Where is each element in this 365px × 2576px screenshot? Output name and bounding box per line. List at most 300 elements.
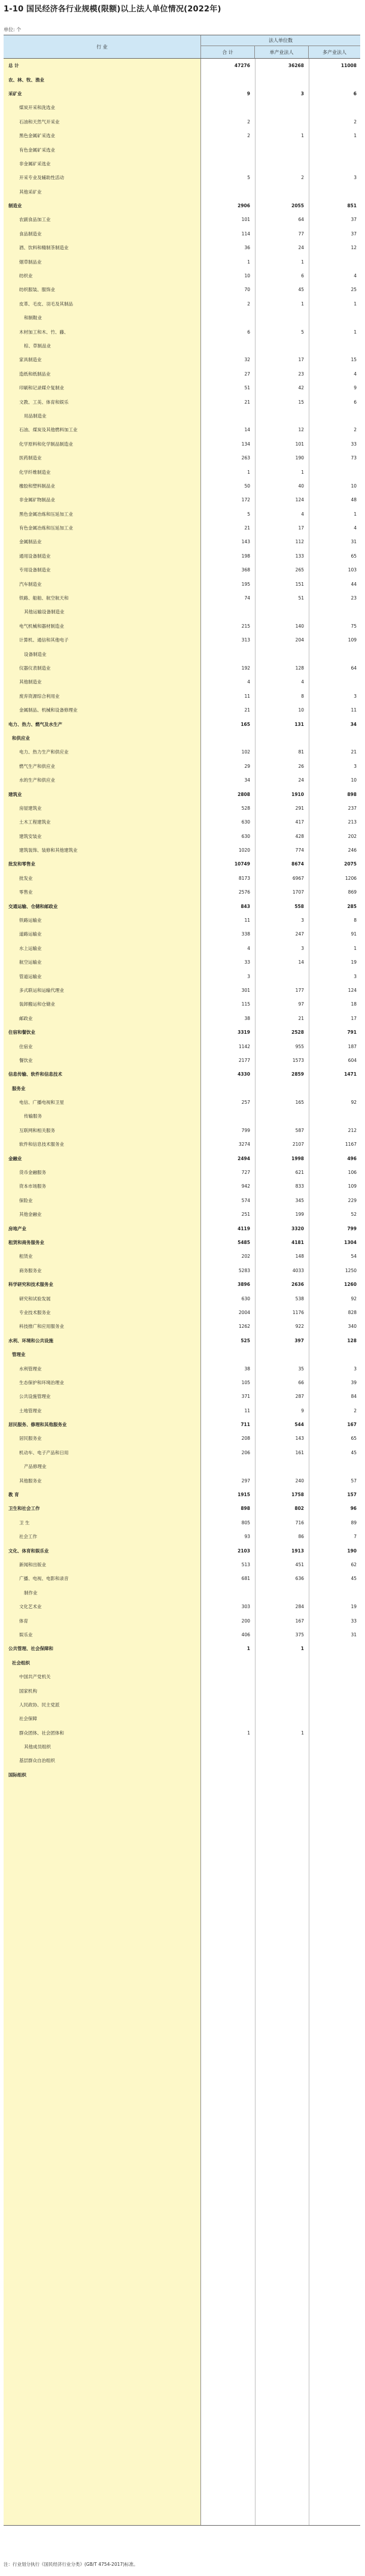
table-body xyxy=(4,59,360,2525)
table-row xyxy=(4,1684,360,1697)
industry-name: 批发和零售业 xyxy=(8,861,35,867)
value-total: 200 xyxy=(241,1618,250,1624)
value-single: 5 xyxy=(301,329,304,335)
value-multi: 1471 xyxy=(344,1071,357,1077)
value-total xyxy=(201,1656,250,1670)
value-single: 538 xyxy=(295,1295,304,1301)
value-multi: 96 xyxy=(350,1506,357,1512)
value-total: 297 xyxy=(241,1478,250,1484)
value-total: 165 xyxy=(241,721,250,727)
value-single: 345 xyxy=(295,1197,304,1203)
value-multi xyxy=(309,1109,357,1123)
value-multi: 496 xyxy=(347,1155,357,1161)
value-total: 5 xyxy=(247,175,250,181)
value-single: 131 xyxy=(294,721,304,727)
value-total: 805 xyxy=(241,1519,250,1525)
value-total xyxy=(201,1740,250,1754)
value-multi: 91 xyxy=(351,931,357,937)
table-row xyxy=(4,619,360,633)
value-total: 4 xyxy=(247,945,250,951)
value-single: 1573 xyxy=(292,1057,304,1063)
value-multi xyxy=(309,311,357,325)
value-multi: 3 xyxy=(354,763,357,769)
value-total: 1915 xyxy=(238,1492,250,1498)
value-total: 1020 xyxy=(238,847,250,853)
industry-name: 电力、热力生产和供应业 xyxy=(19,749,69,755)
value-multi: 237 xyxy=(348,805,357,811)
value-single: 133 xyxy=(295,553,304,559)
table-row xyxy=(4,1390,360,1403)
industry-name: 新闻和出版业 xyxy=(19,1561,46,1567)
value-single: 77 xyxy=(298,231,304,237)
industry-name: 电力、热力、燃气及水生产 xyxy=(8,721,62,727)
value-total xyxy=(201,409,250,423)
value-single: 6 xyxy=(301,273,304,279)
industry-name: 烟草制品业 xyxy=(19,259,42,265)
value-multi: 18 xyxy=(351,1001,357,1007)
table-row xyxy=(4,1473,360,1487)
value-single: 922 xyxy=(295,1324,304,1330)
industry-name: 金融业 xyxy=(8,1155,22,1161)
value-single: 3 xyxy=(301,945,304,951)
table-row xyxy=(4,1726,360,1739)
table-row xyxy=(4,535,360,549)
value-total xyxy=(201,1712,250,1726)
value-single: 177 xyxy=(295,987,304,993)
value-multi: 4 xyxy=(354,525,357,531)
value-single xyxy=(255,72,304,86)
industry-name: 科技推广和应用服务业 xyxy=(19,1324,64,1330)
industry-name: 机动车、电子产品和日用 xyxy=(19,1449,69,1455)
value-single: 265 xyxy=(295,567,304,573)
value-single: 140 xyxy=(295,623,304,629)
value-total: 2004 xyxy=(238,1309,250,1315)
value-total xyxy=(201,1768,250,1782)
industry-name: 总 计 xyxy=(8,63,19,69)
table-row xyxy=(4,129,360,143)
value-multi xyxy=(309,185,357,199)
industry-name: 土木工程建筑业 xyxy=(19,819,51,825)
industry-name: 其他制造业 xyxy=(19,679,42,685)
value-total: 313 xyxy=(241,637,250,643)
value-single: 66 xyxy=(298,1379,304,1385)
value-multi: 1260 xyxy=(344,1282,357,1288)
industry-name: 保险业 xyxy=(19,1197,33,1203)
table-row xyxy=(4,143,360,156)
table-row xyxy=(4,871,360,885)
value-total: 301 xyxy=(241,987,250,993)
table-row xyxy=(4,171,360,184)
value-total: 51 xyxy=(244,385,250,391)
value-multi: 11008 xyxy=(340,63,357,69)
value-single: 101 xyxy=(295,441,304,447)
value-single: 8 xyxy=(301,693,304,699)
value-total: 1 xyxy=(247,469,250,475)
value-total xyxy=(201,605,250,619)
value-total: 368 xyxy=(241,567,250,573)
value-total xyxy=(201,1348,250,1361)
industry-name: 社会工作 xyxy=(19,1534,37,1540)
value-single: 124 xyxy=(295,497,304,503)
table-row xyxy=(4,297,360,311)
value-single xyxy=(255,1768,304,1782)
value-multi: 6 xyxy=(354,399,357,405)
value-total: 2906 xyxy=(238,203,250,209)
value-total: 2 xyxy=(247,301,250,307)
value-multi: 1 xyxy=(354,945,357,951)
value-single xyxy=(255,731,304,745)
table-row xyxy=(4,451,360,465)
industry-name: 群众团体、社会团体和 xyxy=(19,1730,64,1736)
industry-name: 专业技术服务业 xyxy=(19,1309,51,1315)
value-total: 681 xyxy=(241,1576,250,1582)
value-single xyxy=(255,969,304,983)
industry-name: 邮政业 xyxy=(19,1015,33,1021)
value-multi xyxy=(309,647,357,661)
value-multi: 6 xyxy=(353,90,357,96)
industry-name: 非金属矿物制品业 xyxy=(19,497,55,503)
industry-name: 水利、环境和公共设施 xyxy=(8,1337,53,1343)
value-total: 630 xyxy=(241,833,250,839)
value-total: 2 xyxy=(247,133,250,139)
value-multi: 89 xyxy=(351,1519,357,1525)
table-row xyxy=(4,773,360,787)
value-single: 240 xyxy=(295,1478,304,1484)
value-total: 338 xyxy=(241,931,250,937)
value-single: 397 xyxy=(294,1337,304,1343)
value-total: 36 xyxy=(244,245,250,251)
value-single xyxy=(255,115,304,129)
value-multi: 1304 xyxy=(344,1240,357,1245)
value-single: 165 xyxy=(295,1100,304,1106)
table-row xyxy=(4,1516,360,1530)
industry-name: 国家机构 xyxy=(19,1688,37,1694)
value-single xyxy=(255,1460,304,1473)
value-single: 1 xyxy=(300,1646,304,1652)
industry-name: 金属制品业 xyxy=(19,539,42,545)
value-multi: 340 xyxy=(348,1324,357,1330)
value-total xyxy=(201,101,250,114)
value-total xyxy=(201,1670,250,1684)
value-total: 29 xyxy=(244,763,250,769)
value-multi xyxy=(309,1768,357,1782)
table-row xyxy=(4,1418,360,1431)
value-multi: 7 xyxy=(354,1534,357,1540)
value-total: 10 xyxy=(244,273,250,279)
value-total: 21 xyxy=(244,399,250,405)
value-single: 2 xyxy=(301,175,304,181)
value-total: 101 xyxy=(241,217,250,223)
industry-name: 多式联运和运输代理业 xyxy=(19,987,64,993)
value-total: 1262 xyxy=(238,1324,250,1330)
value-total: 32 xyxy=(244,357,250,363)
value-multi: 33 xyxy=(351,441,357,447)
value-single: 621 xyxy=(295,1170,304,1176)
table-row xyxy=(4,255,360,268)
industry-name: 电信、广播电视和卫星 xyxy=(19,1100,64,1106)
value-total: 192 xyxy=(241,665,250,671)
value-single: 64 xyxy=(298,217,304,223)
value-total xyxy=(201,339,250,353)
table-row xyxy=(4,1236,360,1249)
industry-name: 和供应业 xyxy=(12,735,30,741)
value-single: 21 xyxy=(298,1015,304,1021)
value-multi xyxy=(309,1642,357,1655)
industry-name: 其他采矿业 xyxy=(19,189,42,195)
value-multi: 187 xyxy=(348,1043,357,1049)
value-single: 167 xyxy=(295,1618,304,1624)
industry-name: 金属制品、机械和设备修理业 xyxy=(19,707,78,713)
value-total: 727 xyxy=(241,1170,250,1176)
value-multi: 190 xyxy=(347,1548,357,1554)
value-single: 587 xyxy=(295,1127,304,1133)
table-row xyxy=(4,591,360,605)
table-row xyxy=(4,381,360,395)
table-row xyxy=(4,479,360,493)
value-single: 1910 xyxy=(291,791,304,797)
table-row xyxy=(4,843,360,857)
table-row xyxy=(4,1460,360,1473)
value-single: 2055 xyxy=(291,203,304,209)
value-total xyxy=(201,311,250,325)
value-multi xyxy=(309,1670,357,1684)
table-row xyxy=(4,1404,360,1418)
industry-name: 产品修理业 xyxy=(24,1464,47,1470)
industry-name: 基层群众自治组织 xyxy=(19,1758,55,1764)
industry-name: 和制鞋业 xyxy=(24,315,42,321)
industry-name: 文化艺术业 xyxy=(19,1604,42,1610)
value-multi: 3 xyxy=(354,1366,357,1372)
industry-name: 橡胶和塑料制品业 xyxy=(19,483,55,489)
value-total: 50 xyxy=(244,483,250,489)
value-total: 5283 xyxy=(238,1267,250,1273)
industry-name: 其他金融业 xyxy=(19,1212,42,1218)
value-multi: 84 xyxy=(351,1394,357,1400)
value-multi: 8 xyxy=(354,918,357,924)
value-single: 17 xyxy=(298,525,304,531)
industry-name: 人民政协、民主党派 xyxy=(19,1702,60,1708)
value-total xyxy=(201,143,250,156)
value-single: 375 xyxy=(295,1631,304,1637)
value-total: 4330 xyxy=(238,1071,250,1077)
table-row xyxy=(4,745,360,759)
value-multi: 157 xyxy=(347,1492,357,1498)
industry-name: 卫 生 xyxy=(19,1519,30,1525)
value-multi: 65 xyxy=(351,1436,357,1442)
industry-name: 交通运输、仓储和邮政业 xyxy=(8,903,58,909)
value-multi: 45 xyxy=(351,1449,357,1455)
table-row xyxy=(4,1054,360,1067)
value-total: 21 xyxy=(244,525,250,531)
value-multi: 64 xyxy=(351,665,357,671)
table-row xyxy=(4,1166,360,1179)
value-multi: 1 xyxy=(354,329,357,335)
table-row xyxy=(4,1376,360,1390)
value-single: 24 xyxy=(298,245,304,251)
value-total: 513 xyxy=(241,1561,250,1567)
value-total: 3274 xyxy=(238,1142,250,1148)
value-single xyxy=(255,1656,304,1670)
value-total: 3896 xyxy=(238,1282,250,1288)
value-multi xyxy=(309,1348,357,1361)
industry-name: 农、林、牧、渔业 xyxy=(8,77,44,83)
value-multi: 9 xyxy=(354,385,357,391)
value-total: 33 xyxy=(244,959,250,965)
industry-name: 铁路、船舶、航空航天和 xyxy=(19,595,69,601)
value-single: 247 xyxy=(295,931,304,937)
industry-name: 租赁和商务服务业 xyxy=(8,1240,44,1245)
header-industry: 行 业 xyxy=(4,35,201,58)
table-row xyxy=(4,1712,360,1726)
value-multi: 212 xyxy=(348,1127,357,1133)
industry-name: 医药制造业 xyxy=(19,455,42,461)
value-multi: 4 xyxy=(354,371,357,377)
industry-name: 道路运输业 xyxy=(19,931,42,937)
value-multi: 898 xyxy=(347,791,357,797)
value-total xyxy=(201,72,250,86)
value-single: 1 xyxy=(301,1730,304,1736)
value-total: 2103 xyxy=(238,1548,250,1554)
value-total: 134 xyxy=(241,441,250,447)
table-row xyxy=(4,759,360,773)
industry-name: 建筑业 xyxy=(8,791,22,797)
value-total xyxy=(201,1586,250,1600)
value-total: 27 xyxy=(244,371,250,377)
table-row xyxy=(4,1319,360,1333)
value-multi: 167 xyxy=(347,1422,357,1428)
industry-name: 公共设施管理业 xyxy=(19,1394,51,1400)
industry-name: 住宿和餐饮业 xyxy=(8,1030,35,1036)
industry-name: 用品制造业 xyxy=(24,413,47,419)
value-total: 843 xyxy=(241,903,250,909)
table-row xyxy=(4,1151,360,1165)
industry-name: 管道运输业 xyxy=(19,973,42,979)
industry-name: 电气机械和器材制造业 xyxy=(19,623,64,629)
value-single xyxy=(255,1586,304,1600)
value-total: 11 xyxy=(244,918,250,924)
table-row xyxy=(4,829,360,843)
value-multi xyxy=(309,1656,357,1670)
value-multi xyxy=(309,465,357,479)
value-total: 10749 xyxy=(234,861,250,867)
value-total: 574 xyxy=(241,1197,250,1203)
value-multi xyxy=(309,255,357,268)
page-title: 1-10 国民经济各行业规模(限额)以上法人单位情况(2022年) xyxy=(4,5,221,14)
value-single: 1 xyxy=(301,301,304,307)
value-single: 284 xyxy=(295,1604,304,1610)
industry-name: 造纸和纸制品业 xyxy=(19,371,51,377)
table-row xyxy=(4,661,360,675)
table-row xyxy=(4,1614,360,1627)
value-single xyxy=(255,157,304,171)
table-row xyxy=(4,1740,360,1754)
value-total: 206 xyxy=(241,1449,250,1455)
industry-name: 纺织服装、服饰业 xyxy=(19,287,55,293)
industry-name: 体育 xyxy=(19,1618,28,1624)
table-row xyxy=(4,1306,360,1319)
value-single xyxy=(255,101,304,114)
value-multi: 285 xyxy=(347,903,357,909)
value-multi xyxy=(309,1726,357,1739)
value-single xyxy=(255,1754,304,1767)
table-row xyxy=(4,339,360,353)
value-single: 428 xyxy=(295,833,304,839)
value-single: 10 xyxy=(298,707,304,713)
industry-name: 采矿业 xyxy=(8,90,22,96)
industry-name: 黑色金属矿采选业 xyxy=(19,133,55,139)
value-total: 4119 xyxy=(238,1225,250,1231)
value-single: 716 xyxy=(295,1519,304,1525)
value-multi: 75 xyxy=(351,623,357,629)
value-single: 97 xyxy=(298,1001,304,1007)
value-multi xyxy=(309,1712,357,1726)
industry-name: 社会组织 xyxy=(12,1660,30,1666)
industry-name: 广播、电视、电影和录音 xyxy=(19,1576,69,1582)
value-multi: 1167 xyxy=(345,1142,357,1148)
value-total: 93 xyxy=(244,1534,250,1540)
value-single: 128 xyxy=(295,665,304,671)
value-total: 2 xyxy=(247,119,250,125)
industry-name: 其他成员组织 xyxy=(24,1744,51,1750)
industry-name: 货币金融服务 xyxy=(19,1170,46,1176)
table-row xyxy=(4,507,360,521)
value-total: 2177 xyxy=(238,1057,250,1063)
value-multi: 21 xyxy=(351,749,357,755)
table-row xyxy=(4,1502,360,1515)
industry-name: 资本市场服务 xyxy=(19,1183,46,1189)
industry-name: 有色金属矿采选业 xyxy=(19,147,55,153)
table-row xyxy=(4,1446,360,1460)
industry-name: 信息传输、软件和信息技术 xyxy=(8,1071,62,1077)
value-multi: 11 xyxy=(351,707,357,713)
value-total: 4 xyxy=(247,679,250,685)
industry-name: 文教、工美、体育和娱乐 xyxy=(19,399,69,405)
table-row xyxy=(4,409,360,423)
table-row xyxy=(4,927,360,941)
industry-name: 土地管理业 xyxy=(19,1407,42,1413)
value-multi: 23 xyxy=(351,595,357,601)
table-row xyxy=(4,1348,360,1361)
value-multi: 246 xyxy=(348,847,357,853)
value-single: 40 xyxy=(298,483,304,489)
industry-name: 农副食品加工业 xyxy=(19,217,51,223)
value-multi xyxy=(309,101,357,114)
table-row xyxy=(4,647,360,661)
value-single: 1707 xyxy=(292,889,304,895)
value-multi: 791 xyxy=(347,1030,357,1036)
table-rows xyxy=(4,59,360,1782)
value-single xyxy=(255,1712,304,1726)
table-row xyxy=(4,1670,360,1684)
value-total: 74 xyxy=(244,595,250,601)
value-multi: 15 xyxy=(351,357,357,363)
table-row xyxy=(4,311,360,325)
table-header xyxy=(4,35,360,59)
value-single: 36268 xyxy=(288,63,304,69)
value-single xyxy=(255,1670,304,1684)
unit-label: 单位: 个 xyxy=(4,27,22,32)
value-single: 4181 xyxy=(291,1240,304,1245)
value-multi: 103 xyxy=(348,567,357,573)
table-row xyxy=(4,1012,360,1025)
table-row xyxy=(4,1109,360,1123)
table-row xyxy=(4,269,360,283)
table-row xyxy=(4,787,360,801)
table-row xyxy=(4,157,360,171)
value-single: 3 xyxy=(301,918,304,924)
table-row xyxy=(4,1291,360,1305)
value-total: 3319 xyxy=(238,1030,250,1036)
